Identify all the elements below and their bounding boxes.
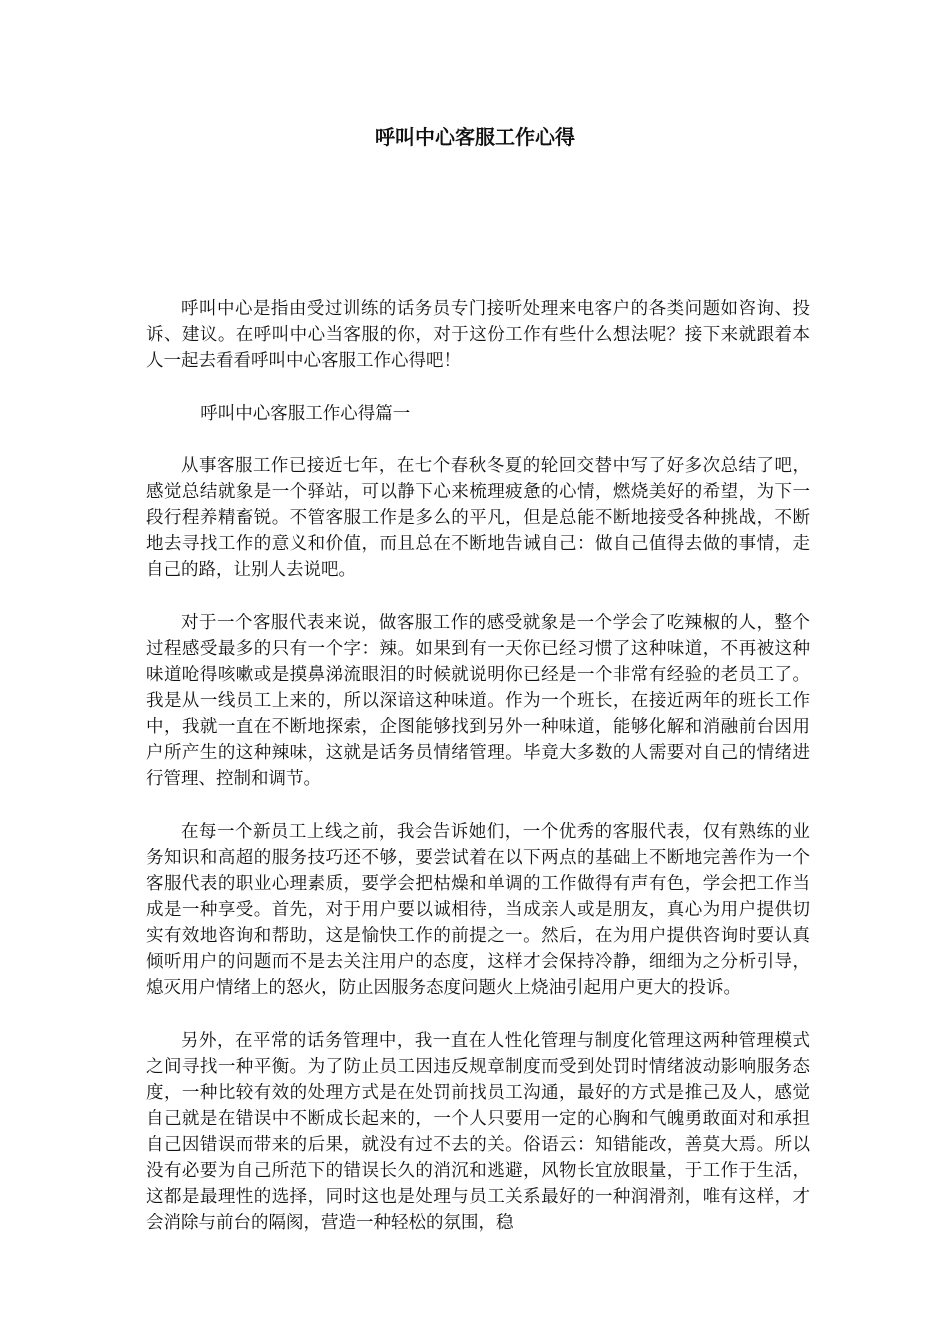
body-paragraph-3: 在每一个新员工上线之前，我会告诉她们，一个优秀的客服代表，仅有熟练的业务知识和高超的服务技巧还不够，要尝试着在以下两点的基础上不断地完善作为一个客服代表的职业心理素质，要学会把枯燥和单调的工作做得有声有色，学会把工作当成是一种享受。首先，对于用户要以诚相待，当成亲人或是朋友，真心为用户提供切实有效地咨询和帮助，这是愉快工作的前提之一。然后，在为用户提供咨询时要认真倾听用户的问题而不是去关注用户的态度，这样才会保持冷静，细细为之分析引导，熄灭用户情绪上的怒火，防止因服务态度问题火上烧油引起用户更大的投诉。 (146, 822, 810, 998)
document-title: 呼叫中心客服工作心得 (375, 125, 575, 149)
intro-paragraph: 呼叫中心是指由受过训练的话务员专门接听处理来电客户的各类问题如咨询、投诉、建议。在呼叫中心当客服的你，对于这份工作有些什么想法呢？接下来就跟着本人一起去看看呼叫中心客服工作心得吧！ (146, 299, 810, 371)
body-paragraph-4: 另外，在平常的话务管理中，我一直在人性化管理与制度化管理这两种管理模式之间寻找一种平衡。为了防止员工因违反规章制度而受到处罚时情绪波动影响服务态度，一种比较有效的处理方式是在处罚前找员工沟通，最好的方式是推己及人，感觉自己就是在错误中不断成长起来的，一个人只要用一定的心胸和气魄勇敢面对和承担自己因错误而带来的后果，就没有过不去的关。俗语云：知错能改，善莫大焉。所以没有必要为自己所范下的错误长久的消沉和逃避，风物长宜放眼量，于工作于生活，这都是最理性的选择，同时这也是处理与员工关系最好的一种润滑剂，唯有这样，才会消除与前台的隔阂，营造一种轻松的氛围，稳 (146, 1031, 810, 1233)
body-paragraph-2: 对于一个客服代表来说，做客服工作的感受就象是一个学会了吃辣椒的人，整个过程感受最多的只有一个字：辣。如果到有一天你已经习惯了这种味道，不再被这种味道呛得咳嗽或是摸鼻涕流眼泪的时候就说明你已经是一个非常有经验的老员工了。我是从一线员工上来的，所以深谙这种味道。作为一个班长，在接近两年的班长工作中，我就一直在不断地探索，企图能够找到另外一种味道，能够化解和消融前台因用户所产生的这种辣味，这就是话务员情绪管理。毕竟大多数的人需要对自己的情绪进行管理、控制和调节。 (146, 613, 810, 789)
document-body (146, 296, 810, 1263)
section-heading: 呼叫中心客服工作心得篇一 (200, 404, 411, 424)
body-paragraph-1: 从事客服工作已接近七年，在七个春秋冬夏的轮回交替中写了好多次总结了吧，感觉总结就象是一个驿站，可以静下心来梳理疲惫的心情，燃烧美好的希望，为下一段行程养精畜锐。不管客服工作是多么的平凡，但是总能不断地接受各种挑战，不断地去寻找工作的意义和价值，而且总在不断地告诫自己：做自己值得去做的事情，走自己的路，让别人去说吧。 (146, 456, 810, 580)
